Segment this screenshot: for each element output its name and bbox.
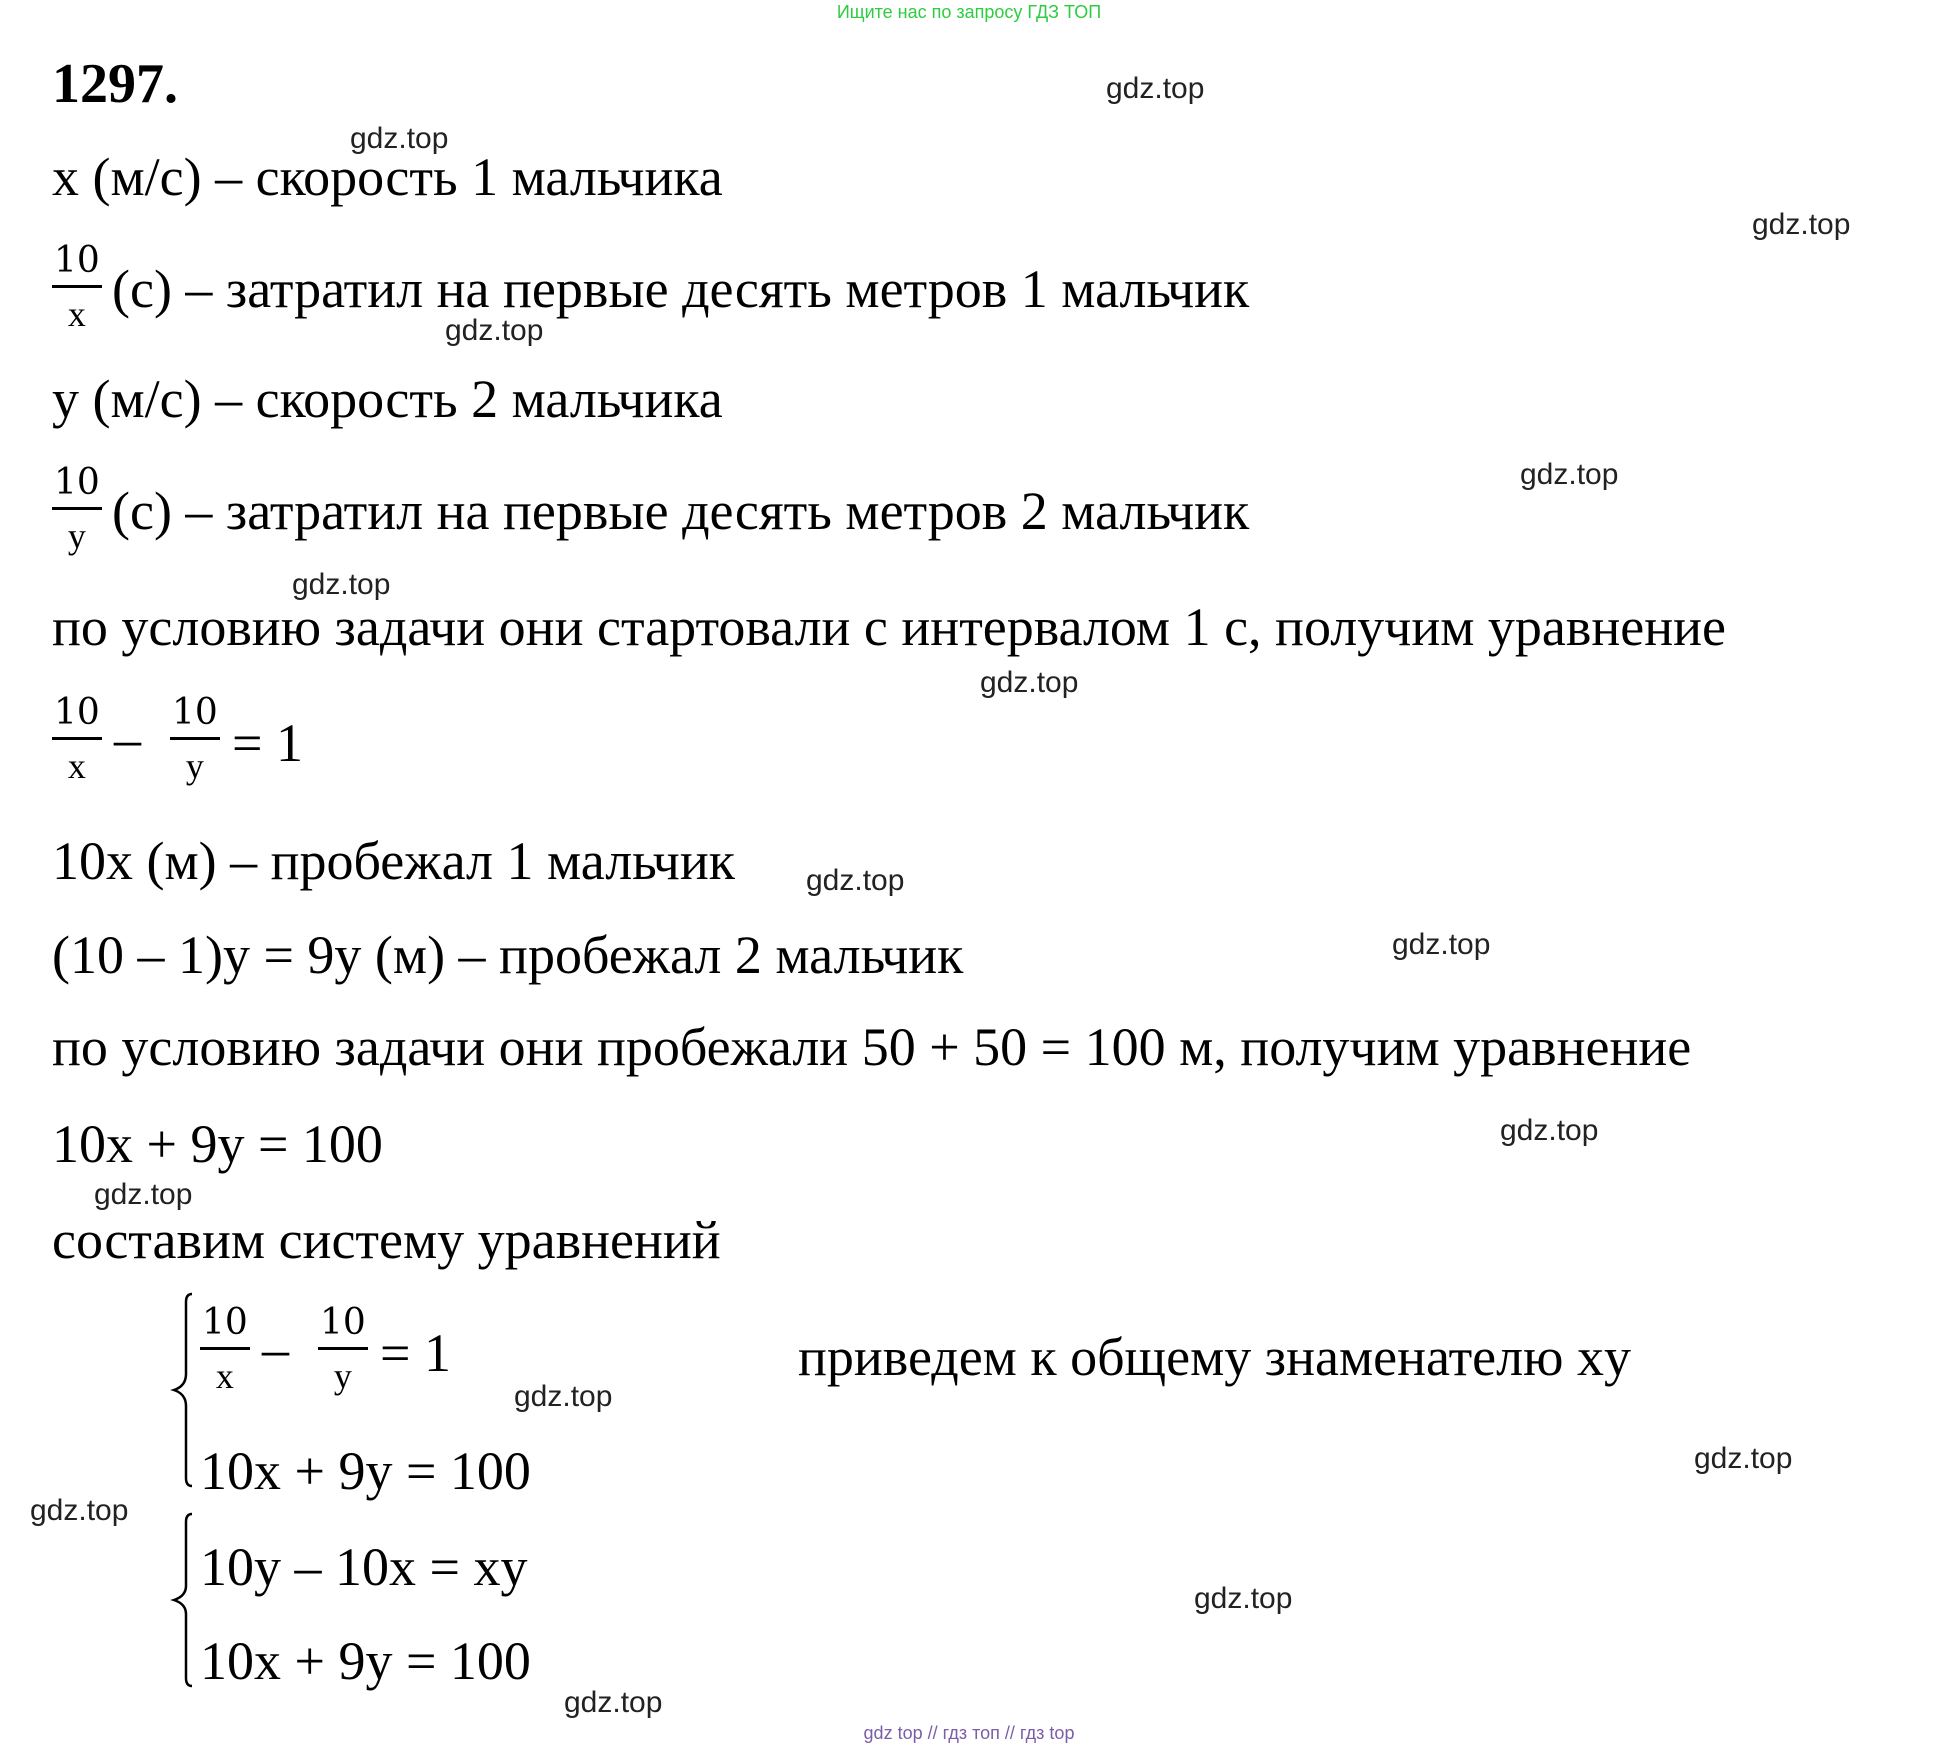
system1-fraction-10-over-x [200,1302,250,1396]
watermark: gdz.top [1752,208,1851,241]
line-condition-interval: по условию задачи они стартовали с интервалом 1 с, получим уравнение [52,597,1726,657]
watermark: gdz.top [1106,72,1205,105]
watermark: gdz.top [980,666,1079,699]
watermark: gdz.top [514,1380,613,1413]
watermark: gdz.top [564,1686,663,1719]
fraction-denominator: x [67,746,86,786]
equation-distance: 10x + 9y = 100 [52,1114,383,1174]
line-distance-boy-2: (10 – 1)y = 9y (м) – пробежал 2 мальчик [52,925,964,985]
line-time-boy-2: (с) – затратил на первые десять метров 2 мальчик [112,481,1250,541]
system1-note: приведем к общему знаменателю xy [798,1327,1631,1387]
fraction-numerator: 10 [54,462,100,503]
line-distance-boy-1: 10x (м) – пробежал 1 мальчик [52,831,735,891]
fraction-numerator: 10 [202,1302,248,1343]
watermark: gdz.top [806,864,905,897]
fraction-bar [318,1347,368,1350]
equation-minus: – [114,709,141,769]
fraction-bar [170,737,220,740]
watermark: gdz.top [1520,458,1619,491]
line-time-boy-1: (с) – затратил на первые десять метров 1 мальчик [112,259,1250,319]
watermark: gdz.top [350,122,449,155]
watermark: gdz.top [445,314,544,347]
fraction-10-over-y [52,462,102,556]
watermark: gdz.top [1694,1442,1793,1475]
equation-fraction-10-over-y [170,692,220,786]
line-speed-boy-2: y (м/с) – скорость 2 мальчика [52,369,723,429]
system-brace-2 [158,1510,198,1690]
watermark: gdz.top [1392,928,1491,961]
line-compose-system: составим систему уравнений [52,1210,721,1270]
system2-line-1: 10y – 10x = xy [200,1537,528,1597]
line-speed-boy-1: x (м/с) – скорость 1 мальчика [52,147,723,207]
fraction-denominator: x [215,1356,234,1396]
watermark: gdz.top [30,1494,129,1527]
fraction-denominator: y [333,1356,352,1396]
watermark: gdz.top [292,568,391,601]
system1-equals-1: = 1 [380,1323,451,1383]
system1-fraction-10-over-y [318,1302,368,1396]
fraction-bar [200,1347,250,1350]
fraction-numerator: 10 [54,692,100,733]
footer-links[interactable]: gdz top // гдз топ // гдз top [863,1723,1075,1743]
system1-line-2: 10x + 9y = 100 [200,1441,531,1501]
fraction-denominator: x [67,294,86,334]
fraction-bar [52,285,102,288]
fraction-denominator: y [185,746,204,786]
fraction-bar [52,737,102,740]
line-condition-distance: по условию задачи они пробежали 50 + 50 = 100 м, получим уравнение [52,1017,1692,1077]
watermark: gdz.top [94,1178,193,1211]
equation-fraction-10-over-x [52,692,102,786]
system2-line-2: 10x + 9y = 100 [200,1631,531,1691]
fraction-bar [52,507,102,510]
fraction-numerator: 10 [320,1302,366,1343]
fraction-10-over-x [52,240,102,334]
fraction-numerator: 10 [172,692,218,733]
watermark: gdz.top [1500,1114,1599,1147]
system-brace-1 [158,1290,198,1490]
equation-equals-1: = 1 [232,713,303,773]
watermark: gdz.top [1194,1582,1293,1615]
fraction-denominator: y [67,516,86,556]
problem-number: 1297. [52,53,178,115]
fraction-numerator: 10 [54,240,100,281]
top-banner[interactable]: Ищите нас по запросу ГДЗ ТОП [836,2,1102,22]
system1-minus: – [262,1319,289,1379]
